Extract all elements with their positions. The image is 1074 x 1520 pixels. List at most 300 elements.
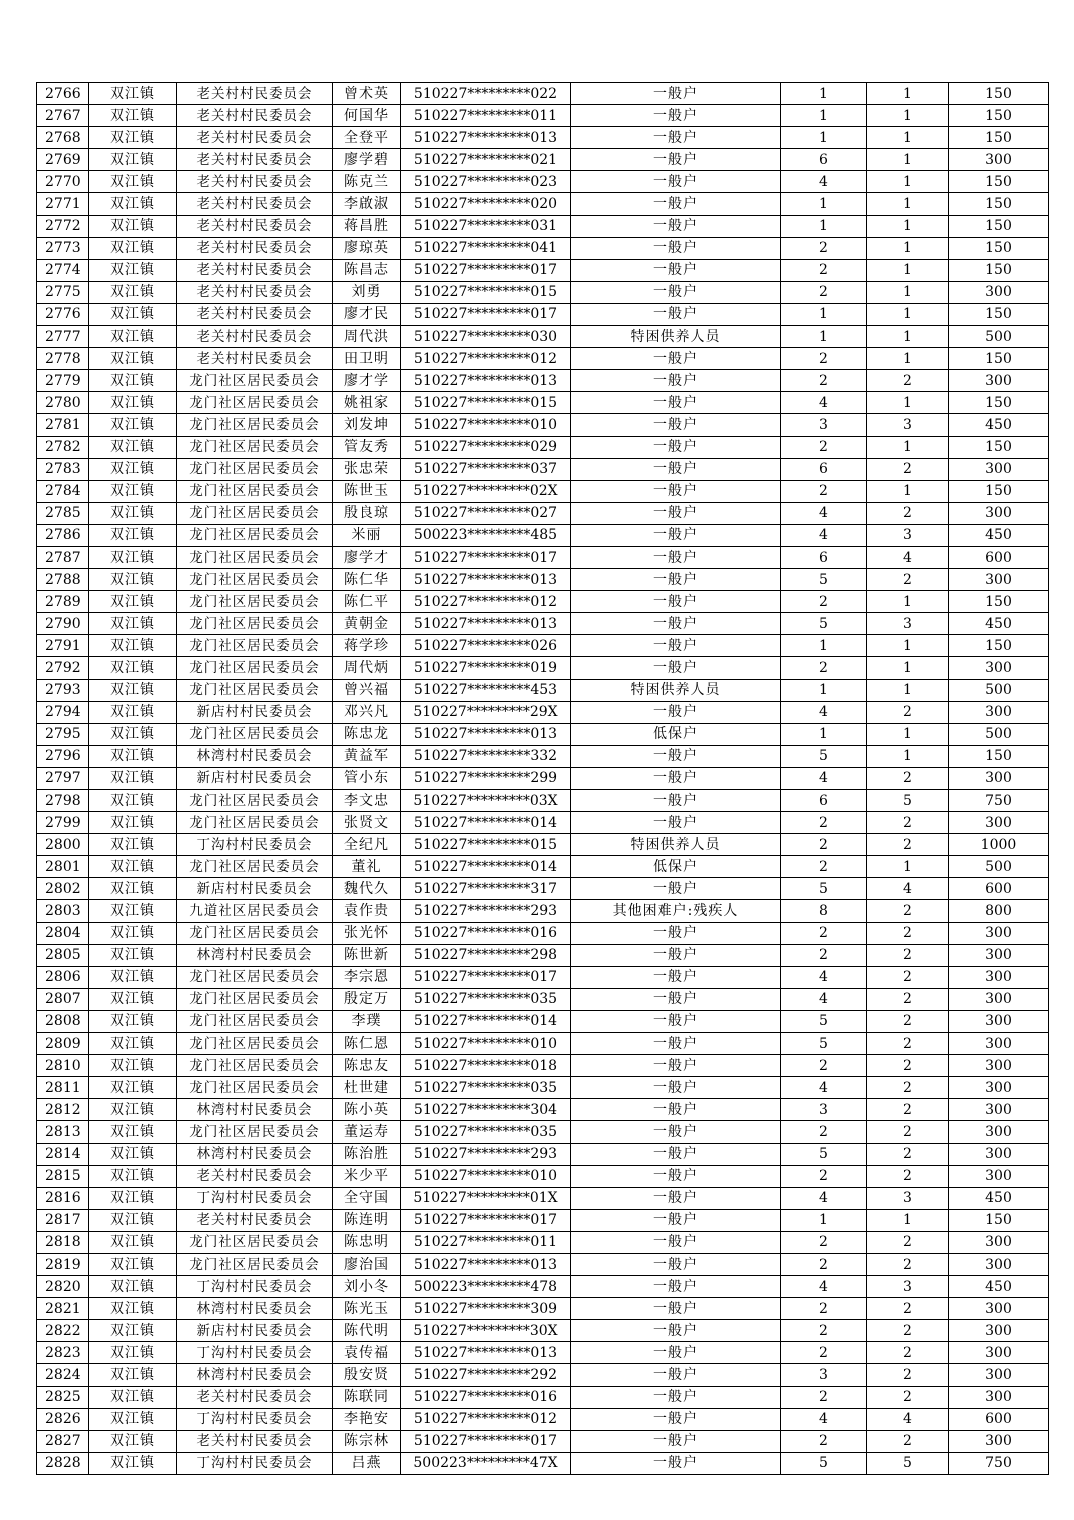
town-cell: 双江镇 <box>89 701 177 723</box>
household-type-cell: 一般户 <box>571 701 781 723</box>
amount-cell: 450 <box>949 613 1049 635</box>
table-row <box>37 613 1049 635</box>
town-cell: 双江镇 <box>89 679 177 701</box>
table-row <box>37 392 1049 414</box>
serial-number-cell: 2821 <box>37 1298 89 1320</box>
table-row <box>37 767 1049 789</box>
table-row <box>37 1187 1049 1209</box>
household-type-cell: 一般户 <box>571 1099 781 1121</box>
committee-cell: 龙门社区居民委员会 <box>177 524 333 546</box>
household-members-cell: 4 <box>781 1187 867 1209</box>
name-cell: 周代洪 <box>333 326 401 348</box>
amount-cell: 300 <box>949 1121 1049 1143</box>
amount-cell: 300 <box>949 149 1049 171</box>
town-cell: 双江镇 <box>89 1165 177 1187</box>
household-members-cell: 4 <box>781 767 867 789</box>
household-members-cell: 5 <box>781 1452 867 1474</box>
town-cell: 双江镇 <box>89 569 177 591</box>
table-row <box>37 1452 1049 1474</box>
serial-number-cell: 2777 <box>37 326 89 348</box>
committee-cell: 老关村村民委员会 <box>177 237 333 259</box>
name-cell: 张光怀 <box>333 922 401 944</box>
table-row <box>37 1320 1049 1342</box>
table-row <box>37 657 1049 679</box>
id-number-cell: 510227*********013 <box>401 370 571 392</box>
town-cell: 双江镇 <box>89 1320 177 1342</box>
serial-number-cell: 2806 <box>37 966 89 988</box>
household-members-cell: 4 <box>781 502 867 524</box>
town-cell: 双江镇 <box>89 1231 177 1253</box>
committee-cell: 新店村村民委员会 <box>177 701 333 723</box>
id-number-cell: 510227*********01X <box>401 1187 571 1209</box>
serial-number-cell: 2783 <box>37 458 89 480</box>
table-row <box>37 524 1049 546</box>
id-number-cell: 510227*********013 <box>401 127 571 149</box>
town-cell: 双江镇 <box>89 1276 177 1298</box>
household-members-cell: 1 <box>781 679 867 701</box>
household-members-cell: 4 <box>781 1276 867 1298</box>
household-type-cell: 一般户 <box>571 83 781 105</box>
household-members-cell: 2 <box>781 1386 867 1408</box>
committee-cell: 龙门社区居民委员会 <box>177 679 333 701</box>
table-row <box>37 502 1049 524</box>
household-members-cell: 1 <box>781 127 867 149</box>
committee-cell: 老关村村民委员会 <box>177 83 333 105</box>
town-cell: 双江镇 <box>89 1452 177 1474</box>
beneficiary-count-cell: 2 <box>867 1033 949 1055</box>
household-type-cell: 一般户 <box>571 171 781 193</box>
household-type-cell: 一般户 <box>571 502 781 524</box>
household-members-cell: 2 <box>781 1165 867 1187</box>
table-row <box>37 922 1049 944</box>
committee-cell: 龙门社区居民委员会 <box>177 1033 333 1055</box>
name-cell: 黄益军 <box>333 745 401 767</box>
id-number-cell: 510227*********010 <box>401 1033 571 1055</box>
household-type-cell: 一般户 <box>571 966 781 988</box>
serial-number-cell: 2787 <box>37 546 89 568</box>
name-cell: 陈克兰 <box>333 171 401 193</box>
household-members-cell: 2 <box>781 834 867 856</box>
table-row <box>37 745 1049 767</box>
town-cell: 双江镇 <box>89 83 177 105</box>
committee-cell: 龙门社区居民委员会 <box>177 591 333 613</box>
town-cell: 双江镇 <box>89 259 177 281</box>
id-number-cell: 510227*********012 <box>401 348 571 370</box>
name-cell: 陈治胜 <box>333 1143 401 1165</box>
amount-cell: 300 <box>949 1342 1049 1364</box>
id-number-cell: 510227*********010 <box>401 1165 571 1187</box>
town-cell: 双江镇 <box>89 966 177 988</box>
table-row <box>37 944 1049 966</box>
town-cell: 双江镇 <box>89 193 177 215</box>
household-type-cell: 一般户 <box>571 988 781 1010</box>
amount-cell: 300 <box>949 458 1049 480</box>
name-cell: 米少平 <box>333 1165 401 1187</box>
name-cell: 邓兴凡 <box>333 701 401 723</box>
committee-cell: 龙门社区居民委员会 <box>177 613 333 635</box>
amount-cell: 150 <box>949 591 1049 613</box>
committee-cell: 龙门社区居民委员会 <box>177 414 333 436</box>
id-number-cell: 510227*********017 <box>401 259 571 281</box>
beneficiary-count-cell: 3 <box>867 613 949 635</box>
amount-cell: 500 <box>949 326 1049 348</box>
household-members-cell: 4 <box>781 988 867 1010</box>
table-row <box>37 237 1049 259</box>
serial-number-cell: 2812 <box>37 1099 89 1121</box>
serial-number-cell: 2774 <box>37 259 89 281</box>
id-number-cell: 510227*********299 <box>401 767 571 789</box>
household-type-cell: 一般户 <box>571 414 781 436</box>
beneficiary-count-cell: 1 <box>867 193 949 215</box>
town-cell: 双江镇 <box>89 745 177 767</box>
household-members-cell: 3 <box>781 1364 867 1386</box>
town-cell: 双江镇 <box>89 613 177 635</box>
beneficiary-count-cell: 2 <box>867 1364 949 1386</box>
table-row <box>37 303 1049 325</box>
id-number-cell: 510227*********30X <box>401 1320 571 1342</box>
beneficiary-count-cell: 2 <box>867 1077 949 1099</box>
beneficiary-count-cell: 1 <box>867 436 949 458</box>
amount-cell: 750 <box>949 790 1049 812</box>
amount-cell: 300 <box>949 988 1049 1010</box>
name-cell: 廖治国 <box>333 1253 401 1275</box>
serial-number-cell: 2788 <box>37 569 89 591</box>
town-cell: 双江镇 <box>89 392 177 414</box>
household-members-cell: 5 <box>781 745 867 767</box>
serial-number-cell: 2811 <box>37 1077 89 1099</box>
household-type-cell: 一般户 <box>571 370 781 392</box>
table-row <box>37 458 1049 480</box>
serial-number-cell: 2786 <box>37 524 89 546</box>
serial-number-cell: 2805 <box>37 944 89 966</box>
id-number-cell: 510227*********026 <box>401 635 571 657</box>
household-type-cell: 低保户 <box>571 723 781 745</box>
roster-body <box>37 83 1049 1475</box>
beneficiary-count-cell: 1 <box>867 745 949 767</box>
id-number-cell: 510227*********018 <box>401 1055 571 1077</box>
serial-number-cell: 2768 <box>37 127 89 149</box>
beneficiary-count-cell: 2 <box>867 1055 949 1077</box>
id-number-cell: 510227*********019 <box>401 657 571 679</box>
id-number-cell: 510227*********013 <box>401 723 571 745</box>
amount-cell: 150 <box>949 480 1049 502</box>
town-cell: 双江镇 <box>89 1209 177 1231</box>
town-cell: 双江镇 <box>89 1298 177 1320</box>
table-row <box>37 215 1049 237</box>
household-type-cell: 一般户 <box>571 1077 781 1099</box>
name-cell: 陈世新 <box>333 944 401 966</box>
amount-cell: 150 <box>949 745 1049 767</box>
beneficiary-count-cell: 2 <box>867 1099 949 1121</box>
committee-cell: 龙门社区居民委员会 <box>177 1231 333 1253</box>
household-members-cell: 4 <box>781 1408 867 1430</box>
amount-cell: 300 <box>949 1010 1049 1032</box>
town-cell: 双江镇 <box>89 436 177 458</box>
committee-cell: 丁沟村村民委员会 <box>177 1342 333 1364</box>
table-row <box>37 1253 1049 1275</box>
serial-number-cell: 2808 <box>37 1010 89 1032</box>
id-number-cell: 510227*********293 <box>401 1143 571 1165</box>
amount-cell: 300 <box>949 1143 1049 1165</box>
household-type-cell: 一般户 <box>571 480 781 502</box>
amount-cell: 300 <box>949 1386 1049 1408</box>
committee-cell: 丁沟村村民委员会 <box>177 1452 333 1474</box>
id-number-cell: 510227*********013 <box>401 613 571 635</box>
id-number-cell: 510227*********041 <box>401 237 571 259</box>
beneficiary-count-cell: 1 <box>867 237 949 259</box>
household-type-cell: 一般户 <box>571 1253 781 1275</box>
table-row <box>37 1276 1049 1298</box>
committee-cell: 龙门社区居民委员会 <box>177 480 333 502</box>
serial-number-cell: 2810 <box>37 1055 89 1077</box>
table-row <box>37 1386 1049 1408</box>
amount-cell: 300 <box>949 1231 1049 1253</box>
name-cell: 陈仁华 <box>333 569 401 591</box>
household-type-cell: 一般户 <box>571 745 781 767</box>
amount-cell: 1000 <box>949 834 1049 856</box>
committee-cell: 新店村村民委员会 <box>177 1320 333 1342</box>
committee-cell: 九道社区居民委员会 <box>177 900 333 922</box>
id-number-cell: 510227*********012 <box>401 591 571 613</box>
household-members-cell: 5 <box>781 878 867 900</box>
id-number-cell: 510227*********016 <box>401 922 571 944</box>
amount-cell: 450 <box>949 1276 1049 1298</box>
household-type-cell: 一般户 <box>571 1143 781 1165</box>
household-type-cell: 一般户 <box>571 127 781 149</box>
household-type-cell: 一般户 <box>571 524 781 546</box>
town-cell: 双江镇 <box>89 812 177 834</box>
beneficiary-count-cell: 2 <box>867 370 949 392</box>
committee-cell: 龙门社区居民委员会 <box>177 635 333 657</box>
household-members-cell: 2 <box>781 657 867 679</box>
amount-cell: 150 <box>949 105 1049 127</box>
name-cell: 廖学才 <box>333 546 401 568</box>
amount-cell: 600 <box>949 546 1049 568</box>
name-cell: 杜世建 <box>333 1077 401 1099</box>
beneficiary-count-cell: 3 <box>867 414 949 436</box>
amount-cell: 300 <box>949 1320 1049 1342</box>
table-row <box>37 966 1049 988</box>
household-members-cell: 8 <box>781 900 867 922</box>
table-row <box>37 1143 1049 1165</box>
table-row <box>37 127 1049 149</box>
beneficiary-count-cell: 2 <box>867 900 949 922</box>
amount-cell: 300 <box>949 370 1049 392</box>
committee-cell: 龙门社区居民委员会 <box>177 1055 333 1077</box>
id-number-cell: 510227*********015 <box>401 834 571 856</box>
beneficiary-count-cell: 1 <box>867 83 949 105</box>
table-row <box>37 436 1049 458</box>
id-number-cell: 510227*********037 <box>401 458 571 480</box>
town-cell: 双江镇 <box>89 303 177 325</box>
id-number-cell: 510227*********309 <box>401 1298 571 1320</box>
household-type-cell: 低保户 <box>571 856 781 878</box>
beneficiary-count-cell: 2 <box>867 1320 949 1342</box>
beneficiary-count-cell: 2 <box>867 767 949 789</box>
town-cell: 双江镇 <box>89 1364 177 1386</box>
id-number-cell: 510227*********010 <box>401 414 571 436</box>
amount-cell: 300 <box>949 569 1049 591</box>
household-members-cell: 1 <box>781 105 867 127</box>
table-row <box>37 635 1049 657</box>
table-row <box>37 569 1049 591</box>
name-cell: 田卫明 <box>333 348 401 370</box>
serial-number-cell: 2766 <box>37 83 89 105</box>
beneficiary-count-cell: 1 <box>867 303 949 325</box>
town-cell: 双江镇 <box>89 1143 177 1165</box>
beneficiary-count-cell: 4 <box>867 546 949 568</box>
household-members-cell: 2 <box>781 1253 867 1275</box>
name-cell: 全守国 <box>333 1187 401 1209</box>
beneficiary-count-cell: 3 <box>867 524 949 546</box>
beneficiary-count-cell: 2 <box>867 1231 949 1253</box>
serial-number-cell: 2790 <box>37 613 89 635</box>
household-type-cell: 一般户 <box>571 303 781 325</box>
name-cell: 陈仁平 <box>333 591 401 613</box>
household-members-cell: 2 <box>781 944 867 966</box>
name-cell: 董运寿 <box>333 1121 401 1143</box>
serial-number-cell: 2773 <box>37 237 89 259</box>
table-row <box>37 1099 1049 1121</box>
beneficiary-count-cell: 4 <box>867 878 949 900</box>
household-members-cell: 2 <box>781 1320 867 1342</box>
table-row <box>37 1298 1049 1320</box>
id-number-cell: 510227*********02X <box>401 480 571 502</box>
household-members-cell: 2 <box>781 591 867 613</box>
beneficiary-count-cell: 1 <box>867 281 949 303</box>
household-type-cell: 一般户 <box>571 1187 781 1209</box>
roster-table <box>36 82 1049 1475</box>
committee-cell: 新店村村民委员会 <box>177 878 333 900</box>
household-type-cell: 一般户 <box>571 812 781 834</box>
serial-number-cell: 2785 <box>37 502 89 524</box>
id-number-cell: 510227*********03X <box>401 790 571 812</box>
beneficiary-count-cell: 1 <box>867 348 949 370</box>
town-cell: 双江镇 <box>89 856 177 878</box>
id-number-cell: 510227*********014 <box>401 812 571 834</box>
name-cell: 刘小冬 <box>333 1276 401 1298</box>
amount-cell: 300 <box>949 1430 1049 1452</box>
beneficiary-count-cell: 2 <box>867 1143 949 1165</box>
table-row <box>37 988 1049 1010</box>
id-number-cell: 500223*********478 <box>401 1276 571 1298</box>
serial-number-cell: 2791 <box>37 635 89 657</box>
town-cell: 双江镇 <box>89 237 177 259</box>
household-members-cell: 4 <box>781 701 867 723</box>
committee-cell: 林湾村村民委员会 <box>177 1099 333 1121</box>
id-number-cell: 510227*********304 <box>401 1099 571 1121</box>
town-cell: 双江镇 <box>89 1077 177 1099</box>
committee-cell: 龙门社区居民委员会 <box>177 1077 333 1099</box>
serial-number-cell: 2807 <box>37 988 89 1010</box>
town-cell: 双江镇 <box>89 878 177 900</box>
name-cell: 殷良琼 <box>333 502 401 524</box>
table-row <box>37 414 1049 436</box>
household-members-cell: 1 <box>781 723 867 745</box>
household-type-cell: 一般户 <box>571 1209 781 1231</box>
town-cell: 双江镇 <box>89 834 177 856</box>
name-cell: 刘勇 <box>333 281 401 303</box>
committee-cell: 老关村村民委员会 <box>177 281 333 303</box>
table-row <box>37 149 1049 171</box>
household-members-cell: 2 <box>781 237 867 259</box>
committee-cell: 老关村村民委员会 <box>177 127 333 149</box>
serial-number-cell: 2771 <box>37 193 89 215</box>
beneficiary-count-cell: 2 <box>867 1386 949 1408</box>
household-type-cell: 一般户 <box>571 215 781 237</box>
household-type-cell: 一般户 <box>571 591 781 613</box>
name-cell: 姚祖家 <box>333 392 401 414</box>
serial-number-cell: 2816 <box>37 1187 89 1209</box>
amount-cell: 750 <box>949 1452 1049 1474</box>
serial-number-cell: 2827 <box>37 1430 89 1452</box>
name-cell: 李艳安 <box>333 1408 401 1430</box>
id-number-cell: 510227*********453 <box>401 679 571 701</box>
table-row <box>37 1342 1049 1364</box>
household-members-cell: 3 <box>781 1099 867 1121</box>
name-cell: 廖才学 <box>333 370 401 392</box>
name-cell: 曾兴福 <box>333 679 401 701</box>
committee-cell: 林湾村村民委员会 <box>177 1364 333 1386</box>
amount-cell: 300 <box>949 502 1049 524</box>
beneficiary-count-cell: 2 <box>867 922 949 944</box>
name-cell: 张贤文 <box>333 812 401 834</box>
household-members-cell: 2 <box>781 281 867 303</box>
household-members-cell: 2 <box>781 1298 867 1320</box>
id-number-cell: 510227*********293 <box>401 900 571 922</box>
committee-cell: 龙门社区居民委员会 <box>177 392 333 414</box>
serial-number-cell: 2818 <box>37 1231 89 1253</box>
household-members-cell: 2 <box>781 1430 867 1452</box>
household-type-cell: 一般户 <box>571 348 781 370</box>
household-members-cell: 6 <box>781 458 867 480</box>
town-cell: 双江镇 <box>89 1187 177 1209</box>
amount-cell: 600 <box>949 1408 1049 1430</box>
name-cell: 全纪凡 <box>333 834 401 856</box>
town-cell: 双江镇 <box>89 458 177 480</box>
household-members-cell: 1 <box>781 83 867 105</box>
serial-number-cell: 2826 <box>37 1408 89 1430</box>
beneficiary-count-cell: 1 <box>867 591 949 613</box>
table-row <box>37 193 1049 215</box>
table-row <box>37 1010 1049 1032</box>
household-members-cell: 1 <box>781 635 867 657</box>
household-members-cell: 1 <box>781 193 867 215</box>
household-members-cell: 1 <box>781 215 867 237</box>
id-number-cell: 510227*********031 <box>401 215 571 237</box>
id-number-cell: 510227*********013 <box>401 569 571 591</box>
household-members-cell: 5 <box>781 1010 867 1032</box>
town-cell: 双江镇 <box>89 127 177 149</box>
committee-cell: 龙门社区居民委员会 <box>177 922 333 944</box>
table-row <box>37 834 1049 856</box>
beneficiary-count-cell: 2 <box>867 701 949 723</box>
name-cell: 董礼 <box>333 856 401 878</box>
id-number-cell: 510227*********013 <box>401 1342 571 1364</box>
beneficiary-count-cell: 1 <box>867 856 949 878</box>
name-cell: 魏代久 <box>333 878 401 900</box>
id-number-cell: 510227*********013 <box>401 1253 571 1275</box>
table-row <box>37 83 1049 105</box>
household-members-cell: 1 <box>781 326 867 348</box>
household-type-cell: 一般户 <box>571 1010 781 1032</box>
town-cell: 双江镇 <box>89 502 177 524</box>
name-cell: 李宗恩 <box>333 966 401 988</box>
committee-cell: 龙门社区居民委员会 <box>177 657 333 679</box>
amount-cell: 300 <box>949 1077 1049 1099</box>
serial-number-cell: 2769 <box>37 149 89 171</box>
serial-number-cell: 2799 <box>37 812 89 834</box>
